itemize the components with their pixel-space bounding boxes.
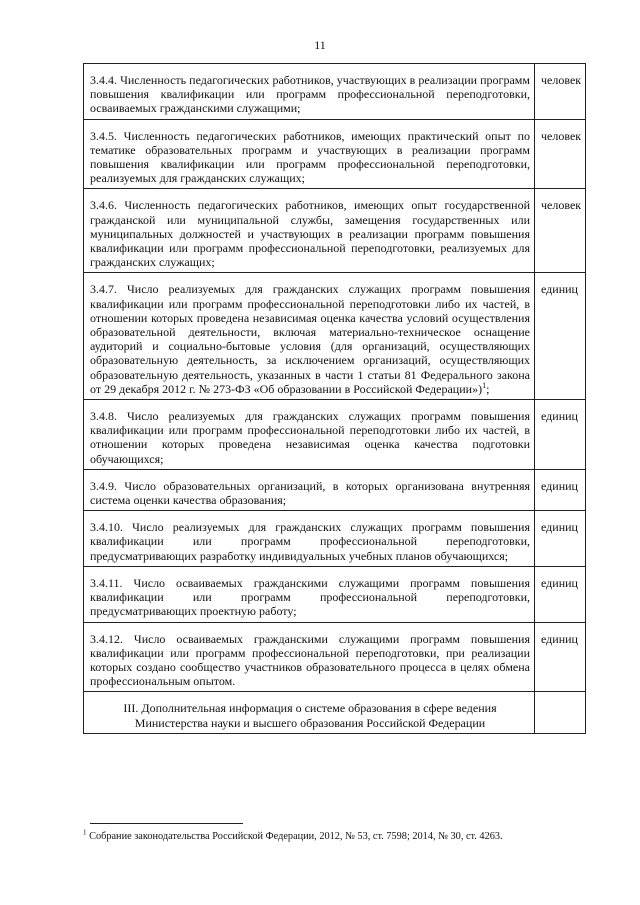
table-row bbox=[84, 622, 586, 692]
table-row bbox=[84, 469, 586, 510]
page-number: 11 bbox=[314, 38, 326, 52]
indicator-text: 3.4.12. Число осваиваемых гражданскими служащими программ повышения квалификации или программ профессиональной переподготовки, при реализации которых создано сообщество участников образовательного процесса в целях обмена профессиональным опытом. bbox=[84, 622, 535, 692]
indicator-text-tail: ; bbox=[486, 381, 490, 396]
indicator-unit: единиц bbox=[535, 469, 586, 510]
indicator-unit: единиц bbox=[535, 622, 586, 692]
footnote-divider bbox=[90, 823, 243, 824]
indicator-unit: единиц bbox=[535, 511, 586, 567]
indicator-text: 3.4.6. Численность педагогических работников, имеющих опыт государственной гражданской или муниципальной службы, замещения государственных или муниципальных должностей и участвующих в реализации программ повышения квалификации или программ профессиональной переподготовки, реализуемых для гражданских служащих; bbox=[84, 189, 535, 273]
indicator-text: 3.4.11. Число осваиваемых гражданскими служащими программ повышения квалификации или программ профессиональной переподготовки, предусматривающих проектную работу; bbox=[84, 566, 535, 622]
indicator-text: 3.4.5. Численность педагогических работников, имеющих практический опыт по тематике образовательных программ и участвующих в реализации программ повышения квалификации или программ профессиональной переподготовки, реализуемых для гражданских служащих; bbox=[84, 119, 535, 189]
table-row bbox=[84, 511, 586, 567]
indicator-unit: человек bbox=[535, 189, 586, 273]
indicators-table bbox=[83, 63, 586, 734]
indicator-text: 3.4.8. Число реализуемых для гражданских служащих программ повышения квалификации или программ профессиональной переподготовки либо их частей, в отношении которых проведена независимая оценка качества подготовки обучающихся; bbox=[84, 400, 535, 470]
indicator-unit: человек bbox=[535, 64, 586, 120]
indicator-text-body: 3.4.7. Число реализуемых для гражданских служащих программ повышения квалификации или программ профессиональной переподготовки либо их частей, в отношении которых проведена независимая оценка качества условий осуществления образовательной деятельности, включая материально-техническое оснащение аудиторий и социально-бытовые условия (для организаций, осуществляющих образовательную деятельность, за исключением организаций, осуществляющих образовательную деятельность, указанных в части 1 статьи 81 Федерального закона от 29 декабря 2012 г. № 273-ФЗ «Об образовании в Российской Федерации») bbox=[90, 282, 530, 396]
indicator-text bbox=[84, 273, 535, 400]
section-heading-row bbox=[84, 692, 586, 733]
section-unit-cell bbox=[535, 692, 586, 733]
table-row bbox=[84, 400, 586, 470]
section-heading bbox=[84, 692, 535, 733]
footnote-reference[interactable]: 1 bbox=[482, 380, 487, 390]
table-row bbox=[84, 273, 586, 400]
indicator-unit: человек bbox=[535, 119, 586, 189]
table-row bbox=[84, 64, 586, 120]
table-row bbox=[84, 119, 586, 189]
indicator-text: 3.4.4. Численность педагогических работников, участвующих в реализации программ повышения квалификации или программ профессиональной переподготовки, осваиваемых гражданскими служащими; bbox=[84, 64, 535, 120]
section-heading-line1: III. Дополнительная информация о системе образования в сфере ведения bbox=[123, 701, 497, 716]
footnote-mark: 1 bbox=[83, 828, 87, 837]
indicator-text: 3.4.10. Число реализуемых для гражданских служащих программ повышения квалификации или программ профессиональной переподготовки, предусматривающих разработку индивидуальных учебных планов обучающихся; bbox=[84, 511, 535, 567]
table-row bbox=[84, 189, 586, 273]
table-row bbox=[84, 566, 586, 622]
indicator-text: 3.4.9. Число образовательных организаций, в которых организована внутренняя система оценки качества образования; bbox=[84, 469, 535, 510]
footnote-text: Собрание законодательства Российской Федерации, 2012, № 53, ст. 7598; 2014, № 30, ст. 4263. bbox=[89, 831, 503, 842]
indicator-unit: единиц bbox=[535, 273, 586, 400]
indicator-unit: единиц bbox=[535, 566, 586, 622]
section-heading-line2: Министерства науки и высшего образования Российской Федерации bbox=[134, 715, 486, 730]
footnote bbox=[83, 830, 583, 844]
indicator-unit: единиц bbox=[535, 400, 586, 470]
